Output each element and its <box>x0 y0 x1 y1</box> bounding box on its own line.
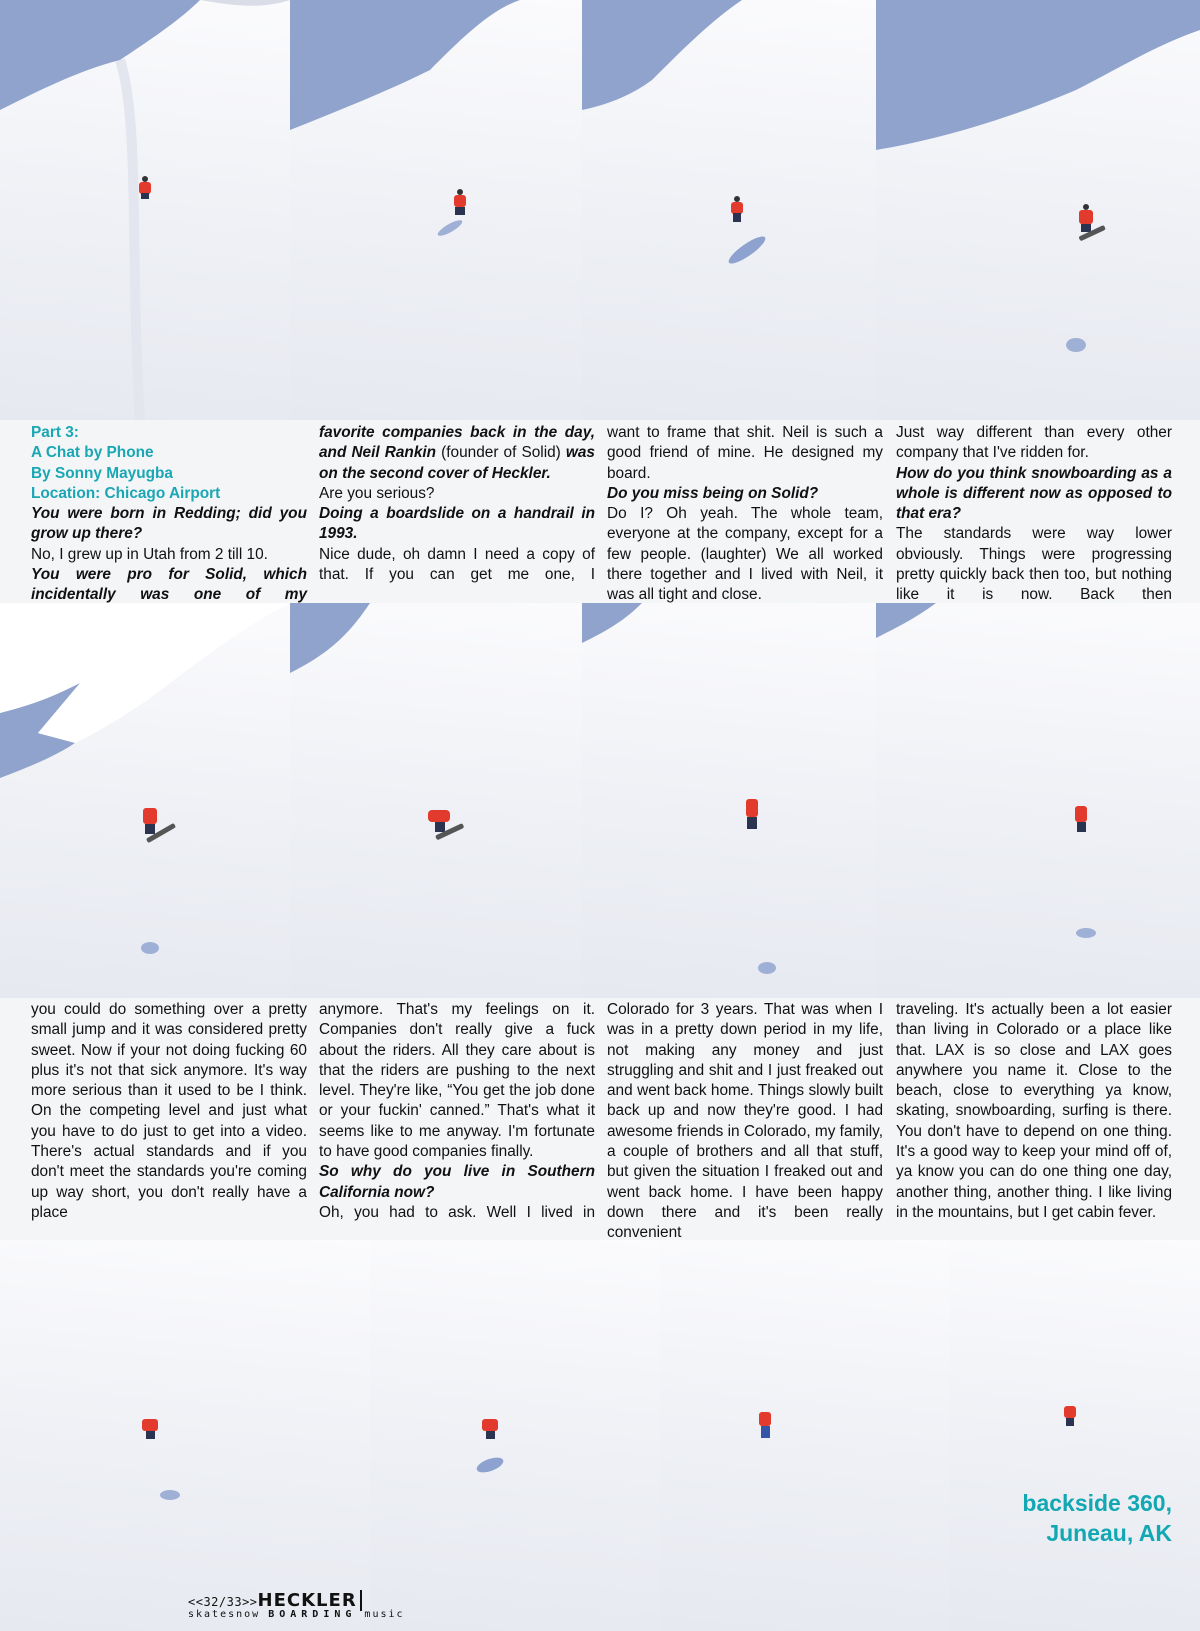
answer: The standards were way lower obviously. Things were progressing pretty quickly back then too, but nothing like it is now. Back then <box>896 525 1172 604</box>
sequence-frame-11 <box>660 1240 950 1631</box>
answer: Oh, you had to ask. Well I lived in <box>319 1203 595 1221</box>
sequence-frame-2 <box>290 0 582 420</box>
magazine-logo: HECKLER <box>258 1590 362 1611</box>
question: Do you miss being on Solid? <box>607 484 819 502</box>
location: Location: Chicago Airport <box>31 484 221 502</box>
aside: (founder of Solid) <box>436 444 566 462</box>
page-footer <box>188 1590 405 1620</box>
caption-trick: backside 360, <box>1022 1490 1172 1516</box>
article-column-7 <box>607 1000 883 1244</box>
question: So why do you live in Southern California now? <box>319 1163 595 1201</box>
sequence-frame-7 <box>582 603 876 998</box>
article-column-1 <box>31 423 307 606</box>
byline: By Sonny Mayugba <box>31 464 173 482</box>
sequence-frame-6 <box>290 603 582 998</box>
answer: No, I grew up in Utah from 2 till 10. <box>31 545 268 563</box>
sequence-frame-3 <box>582 0 876 420</box>
photo-caption <box>1022 1488 1172 1548</box>
sequence-frame-1 <box>0 0 290 420</box>
article-column-2 <box>319 423 595 585</box>
sequence-frame-12 <box>950 1240 1200 1631</box>
answer: anymore. That's my feelings on it. Companies don't really give a fuck about the riders. All they care about is that the riders are pushing to the next level. They're like, “You get the job done or your fuckin' canned.” That's what it seems like to me anyway. I'm fortunate to have good companies finally. <box>319 1001 595 1161</box>
question: You were born in Redding; did you grow up there? <box>31 505 307 543</box>
question: How do you think snowboarding as a whole is different now as opposed to that era? <box>896 464 1172 523</box>
question: was on the second cover of Heckler. <box>319 444 595 482</box>
article-column-5 <box>31 1000 307 1223</box>
article-column-8 <box>896 1000 1172 1223</box>
magazine-tagline: skatesnow BOARDING music <box>188 1609 405 1620</box>
sequence-frame-9 <box>0 1240 370 1631</box>
article-column-3 <box>607 423 883 606</box>
answer: Nice dude, oh damn I need a copy of that. If you can get me one, I <box>319 545 595 584</box>
article-column-4 <box>896 423 1172 606</box>
caption-location: Juneau, AK <box>1046 1520 1172 1546</box>
part-label: Part 3: <box>31 424 79 441</box>
answer: Do I? Oh yeah. The whole team, everyone at the company, except for a few people. (laughter) We all worked there together and I lived with Neil, it was all tight and close. <box>607 505 883 604</box>
page-numbers: <<32/33>> <box>188 1595 258 1609</box>
answer: Are you serious? <box>319 484 435 502</box>
answer: want to frame that shit. Neil is such a good friend of mine. He designed my board. <box>607 424 883 482</box>
answer: Just way different than every other company that I've ridden for. <box>896 424 1172 462</box>
article-title: A Chat by Phone <box>31 444 154 462</box>
sequence-frame-10 <box>370 1240 660 1631</box>
answer: Colorado for 3 years. That was when I was in a pretty down period in my life, not making any money and just struggling and shit and I just freaked out and went back home. Things slowly built back up and now they're good. I had awesome friends in Colorado, my family, a couple of brothers and all that stuff, but given the situation I freaked out and went back home. I have been happy down there and it's been really convenient <box>607 1001 883 1242</box>
answer: traveling. It's actually been a lot easier than living in Colorado or a place like that. LAX is so close and LAX goes anywhere you name it. Close to the beach, close to everything ya know, skating, snowboarding, surfing is there. You don't have to depend on one thing. It's a good way to keep your mind off of, ya know you can do one thing one day, another thing, another thing. I like living in the mountains, but I get cabin fever. <box>896 1001 1172 1221</box>
rider-figure <box>139 176 151 199</box>
sequence-frame-5 <box>0 603 290 998</box>
question: Doing a boardslide on a handrail in 1993. <box>319 505 595 543</box>
sequence-frame-8 <box>876 603 1200 998</box>
question: You were pro for Solid, which incidentally was one of my <box>31 566 307 604</box>
article-column-6 <box>319 1000 595 1223</box>
sequence-frame-4 <box>876 0 1200 420</box>
answer: you could do something over a pretty small jump and it was considered pretty sweet. Now if your not doing fucking 60 plus it's not that sick anymore. It's way more serious than it used to be I think. On the competing level and just what you have to do just to get into a video. There's actual standards and if you don't meet the standards you're coming up way short, you don't really have a place <box>31 1001 307 1221</box>
question: favorite companies back in the day, and Neil Rankin <box>319 424 595 462</box>
